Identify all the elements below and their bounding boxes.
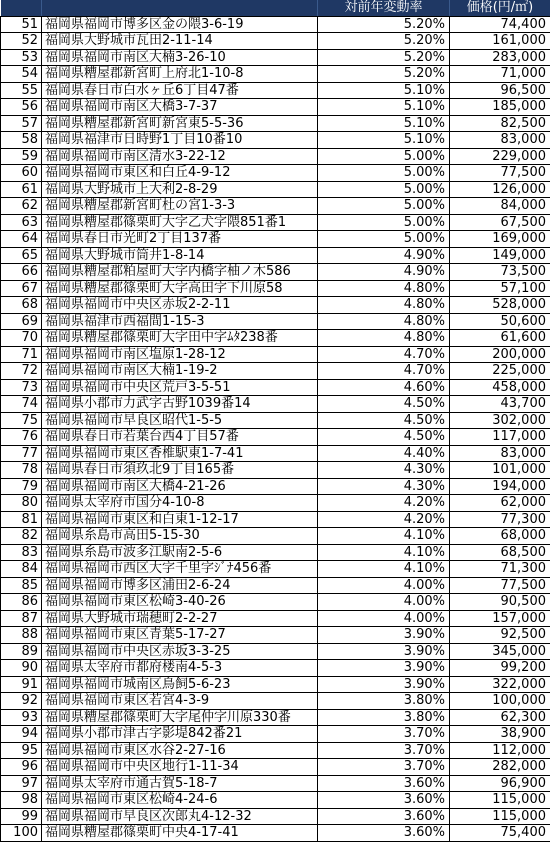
address-cell: 福岡県福岡市早良区昭代1-5-5 [42,412,318,429]
address-cell: 福岡県太宰府市国分4-10-8 [42,495,318,512]
rank-cell: 89 [1,643,42,660]
price-cell: 83,000 [450,132,550,149]
rank-cell: 56 [1,99,42,116]
rank-cell: 83 [1,544,42,561]
rate-cell: 4.50% [318,396,450,413]
rate-cell: 3.90% [318,643,450,660]
rank-cell: 97 [1,775,42,792]
address-cell: 福岡県福岡市南区塩原1-28-12 [42,346,318,363]
rank-cell: 53 [1,49,42,66]
rate-cell: 4.00% [318,610,450,627]
rate-cell: 4.90% [318,264,450,281]
table-row [1,181,550,198]
rate-cell: 3.70% [318,726,450,743]
address-cell: 福岡県福岡市東区若宮4-3-9 [42,693,318,710]
price-cell: 92,500 [450,627,550,644]
table-row [1,709,550,726]
rank-cell: 69 [1,313,42,330]
table-row [1,115,550,132]
price-cell: 283,000 [450,49,550,66]
rate-cell: 5.00% [318,148,450,165]
rank-cell: 96 [1,759,42,776]
price-cell: 77,300 [450,511,550,528]
address-cell: 福岡県福岡市博多区金の隈3-6-19 [42,16,318,33]
rate-cell: 5.00% [318,165,450,182]
address-cell: 福岡県福津市日時野1丁目10番10 [42,132,318,149]
rank-cell: 66 [1,264,42,281]
rate-cell: 3.60% [318,808,450,825]
price-cell: 84,000 [450,198,550,215]
rank-cell: 95 [1,742,42,759]
table-body [1,16,550,841]
address-cell: 福岡県福岡市東区松崎4-24-6 [42,792,318,809]
header-rate: 対前年変動率 [318,0,450,16]
address-cell: 福岡県福津市西福間1-15-3 [42,313,318,330]
table-row [1,412,550,429]
table-row [1,49,550,66]
rank-cell: 73 [1,379,42,396]
price-cell: 96,500 [450,82,550,99]
rate-cell: 5.20% [318,33,450,50]
rate-cell: 4.80% [318,297,450,314]
table-row [1,99,550,116]
rate-cell: 4.00% [318,577,450,594]
price-cell: 71,300 [450,561,550,578]
price-cell: 57,100 [450,280,550,297]
address-cell: 福岡県福岡市南区大橋3-7-37 [42,99,318,116]
price-cell: 528,000 [450,297,550,314]
address-cell: 福岡県小郡市力武字古野1039番14 [42,396,318,413]
rank-cell: 92 [1,693,42,710]
rank-cell: 59 [1,148,42,165]
rate-cell: 5.10% [318,115,450,132]
address-cell: 福岡県福岡市中央区地行1-11-34 [42,759,318,776]
price-cell: 77,500 [450,165,550,182]
rate-cell: 5.10% [318,82,450,99]
table-row [1,528,550,545]
rate-cell: 5.10% [318,99,450,116]
rate-cell: 3.60% [318,775,450,792]
rate-cell: 5.00% [318,181,450,198]
rank-cell: 67 [1,280,42,297]
price-cell: 225,000 [450,363,550,380]
address-cell: 福岡県福岡市城南区鳥飼5-6-23 [42,676,318,693]
table-row [1,759,550,776]
rate-cell: 3.70% [318,759,450,776]
address-cell: 福岡県糟屋郡篠栗町大字高田字下川原58 [42,280,318,297]
address-cell: 福岡県福岡市東区和白丘4-9-12 [42,165,318,182]
table-row [1,66,550,83]
table-row [1,214,550,231]
rank-cell: 76 [1,429,42,446]
address-cell: 福岡県糟屋郡新宮町上府北1-10-8 [42,66,318,83]
address-cell: 福岡県糟屋郡篠栗町大字尾仲字川原330番 [42,709,318,726]
rate-cell: 4.70% [318,363,450,380]
rank-cell: 60 [1,165,42,182]
rank-cell: 94 [1,726,42,743]
table-row [1,462,550,479]
table-row [1,792,550,809]
table-row [1,165,550,182]
address-cell: 福岡県春日市白水ヶ丘6丁目47番 [42,82,318,99]
table-row [1,643,550,660]
price-cell: 99,200 [450,660,550,677]
price-cell: 90,500 [450,594,550,611]
address-cell: 福岡県糟屋郡篠栗町大字乙犬字隈851番1 [42,214,318,231]
address-cell: 福岡県大野城市筒井1-8-14 [42,247,318,264]
rate-cell: 5.00% [318,214,450,231]
address-cell: 福岡県糟屋郡新宮町新宮東5-5-36 [42,115,318,132]
price-cell: 302,000 [450,412,550,429]
rate-cell: 4.00% [318,594,450,611]
rank-cell: 98 [1,792,42,809]
rate-cell: 5.20% [318,66,450,83]
price-cell: 38,900 [450,726,550,743]
address-cell: 福岡県福岡市南区大橋4-21-26 [42,478,318,495]
rank-cell: 64 [1,231,42,248]
price-cell: 229,000 [450,148,550,165]
address-cell: 福岡県大野城市上大利2-8-29 [42,181,318,198]
price-cell: 458,000 [450,379,550,396]
table-row [1,346,550,363]
rate-cell: 4.60% [318,379,450,396]
rate-cell: 3.80% [318,693,450,710]
address-cell: 福岡県糸島市高田5-15-30 [42,528,318,545]
rate-cell: 3.90% [318,676,450,693]
rank-cell: 81 [1,511,42,528]
price-cell: 62,000 [450,495,550,512]
address-cell: 福岡県福岡市南区清水3-22-12 [42,148,318,165]
price-cell: 112,000 [450,742,550,759]
rate-cell: 4.40% [318,445,450,462]
price-cell: 83,000 [450,445,550,462]
price-cell: 157,000 [450,610,550,627]
table-row [1,247,550,264]
price-cell: 101,000 [450,462,550,479]
address-cell: 福岡県福岡市西区大字千里字ｼﾞﾅ456番 [42,561,318,578]
rate-cell: 3.60% [318,825,450,842]
price-cell: 149,000 [450,247,550,264]
price-cell: 345,000 [450,643,550,660]
address-cell: 福岡県太宰府市通古賀5-18-7 [42,775,318,792]
table-row [1,330,550,347]
rank-cell: 78 [1,462,42,479]
rank-cell: 91 [1,676,42,693]
table-row [1,775,550,792]
table-row [1,825,550,842]
rank-cell: 75 [1,412,42,429]
rate-cell: 5.00% [318,231,450,248]
address-cell: 福岡県福岡市南区大楠3-26-10 [42,49,318,66]
table-row [1,478,550,495]
rank-cell: 90 [1,660,42,677]
address-cell: 福岡県大野城市瓦田2-11-14 [42,33,318,50]
table-row [1,264,550,281]
price-cell: 169,000 [450,231,550,248]
address-cell: 福岡県小郡市津古字影堤842番21 [42,726,318,743]
rate-cell: 4.50% [318,429,450,446]
table-row [1,231,550,248]
rank-cell: 100 [1,825,42,842]
table-row [1,297,550,314]
price-cell: 161,000 [450,33,550,50]
address-cell: 福岡県糸島市波多江駅南2-5-6 [42,544,318,561]
price-cell: 61,600 [450,330,550,347]
rate-cell: 4.80% [318,330,450,347]
table-row [1,594,550,611]
rate-cell: 4.30% [318,478,450,495]
address-cell: 福岡県福岡市中央区赤坂2-2-11 [42,297,318,314]
header-address-cell [42,0,318,16]
table-row [1,676,550,693]
rate-cell: 4.10% [318,528,450,545]
price-cell: 67,500 [450,214,550,231]
table-row [1,511,550,528]
table-row [1,627,550,644]
rank-cell: 71 [1,346,42,363]
rate-cell: 4.20% [318,511,450,528]
rate-cell: 4.30% [318,462,450,479]
price-cell: 115,000 [450,808,550,825]
price-cell: 62,300 [450,709,550,726]
table-row [1,132,550,149]
rank-cell: 52 [1,33,42,50]
address-cell: 福岡県福岡市中央区荒戸3-5-51 [42,379,318,396]
price-cell: 43,700 [450,396,550,413]
table-row [1,16,550,33]
price-cell: 96,900 [450,775,550,792]
table-row [1,363,550,380]
price-cell: 100,000 [450,693,550,710]
address-cell: 福岡県福岡市東区和白東1-12-17 [42,511,318,528]
table-row [1,660,550,677]
rank-cell: 65 [1,247,42,264]
rate-cell: 4.10% [318,561,450,578]
address-cell: 福岡県大野城市瑞穂町2-2-27 [42,610,318,627]
price-cell: 74,400 [450,16,550,33]
address-cell: 福岡県福岡市東区松崎3-40-26 [42,594,318,611]
price-cell: 68,500 [450,544,550,561]
price-cell: 194,000 [450,478,550,495]
rate-cell: 5.20% [318,16,450,33]
rate-cell: 3.70% [318,742,450,759]
table-row [1,379,550,396]
table-row [1,808,550,825]
rank-cell: 62 [1,198,42,215]
rate-cell: 4.50% [318,412,450,429]
table-row [1,544,550,561]
table-header [1,0,550,16]
address-cell: 福岡県福岡市東区青葉5-17-27 [42,627,318,644]
table-row [1,610,550,627]
rate-cell: 4.80% [318,313,450,330]
rank-cell: 84 [1,561,42,578]
rank-cell: 87 [1,610,42,627]
price-cell: 282,000 [450,759,550,776]
address-cell: 福岡県福岡市南区大楠1-19-2 [42,363,318,380]
header-price: 価格(円/㎡) [450,0,550,16]
rank-cell: 70 [1,330,42,347]
rank-cell: 77 [1,445,42,462]
address-cell: 福岡県福岡市東区水谷2-27-16 [42,742,318,759]
price-cell: 82,500 [450,115,550,132]
table-row [1,693,550,710]
address-cell: 福岡県春日市須玖北9丁目165番 [42,462,318,479]
rate-cell: 3.90% [318,660,450,677]
rank-cell: 61 [1,181,42,198]
table-row [1,561,550,578]
table-row [1,726,550,743]
rate-cell: 4.80% [318,280,450,297]
address-cell: 福岡県春日市光町2丁目137番 [42,231,318,248]
rank-cell: 68 [1,297,42,314]
rank-cell: 86 [1,594,42,611]
price-cell: 73,500 [450,264,550,281]
address-cell: 福岡県福岡市中央区赤坂3-3-25 [42,643,318,660]
address-cell: 福岡県糟屋郡粕屋町大字内橋字柚ノ木586 [42,264,318,281]
table-row [1,280,550,297]
table-row [1,198,550,215]
table-row [1,742,550,759]
price-cell: 77,500 [450,577,550,594]
rank-cell: 88 [1,627,42,644]
table-row [1,313,550,330]
header-row [1,0,550,16]
address-cell: 福岡県福岡市早良区次郎丸4-12-32 [42,808,318,825]
rank-cell: 57 [1,115,42,132]
table-row [1,396,550,413]
rate-cell: 4.90% [318,247,450,264]
rank-cell: 93 [1,709,42,726]
rank-cell: 58 [1,132,42,149]
price-cell: 185,000 [450,99,550,116]
rank-cell: 54 [1,66,42,83]
table-row [1,577,550,594]
rank-cell: 85 [1,577,42,594]
address-cell: 福岡県糟屋郡篠栗町中央4-17-41 [42,825,318,842]
address-cell: 福岡県春日市若葉台西4丁目57番 [42,429,318,446]
rate-cell: 3.90% [318,627,450,644]
price-cell: 50,600 [450,313,550,330]
header-rank-cell [1,0,42,16]
address-cell: 福岡県太宰府市都府楼南4-5-3 [42,660,318,677]
address-cell: 福岡県福岡市博多区浦田2-6-24 [42,577,318,594]
rank-cell: 79 [1,478,42,495]
price-cell: 200,000 [450,346,550,363]
rank-cell: 55 [1,82,42,99]
rank-cell: 51 [1,16,42,33]
rate-cell: 5.10% [318,132,450,149]
rate-cell: 4.70% [318,346,450,363]
rate-cell: 3.60% [318,792,450,809]
rate-cell: 5.20% [318,49,450,66]
rate-cell: 3.80% [318,709,450,726]
rate-cell: 5.00% [318,198,450,215]
rank-cell: 99 [1,808,42,825]
table-row [1,148,550,165]
rate-cell: 4.10% [318,544,450,561]
table-row [1,82,550,99]
rank-cell: 72 [1,363,42,380]
address-cell: 福岡県福岡市東区香椎駅東1-7-41 [42,445,318,462]
rank-cell: 74 [1,396,42,413]
price-cell: 117,000 [450,429,550,446]
rank-cell: 63 [1,214,42,231]
price-cell: 68,000 [450,528,550,545]
rank-cell: 82 [1,528,42,545]
address-cell: 福岡県糟屋郡篠栗町大字田中字ﾑﾀ238番 [42,330,318,347]
table-row [1,429,550,446]
price-cell: 322,000 [450,676,550,693]
table-row [1,495,550,512]
address-cell: 福岡県糟屋郡新宮町杜の宮1-3-3 [42,198,318,215]
price-cell: 126,000 [450,181,550,198]
table-row [1,445,550,462]
price-cell: 75,400 [450,825,550,842]
rank-cell: 80 [1,495,42,512]
rate-cell: 4.20% [318,495,450,512]
table-row [1,33,550,50]
price-cell: 115,000 [450,792,550,809]
price-cell: 71,000 [450,66,550,83]
